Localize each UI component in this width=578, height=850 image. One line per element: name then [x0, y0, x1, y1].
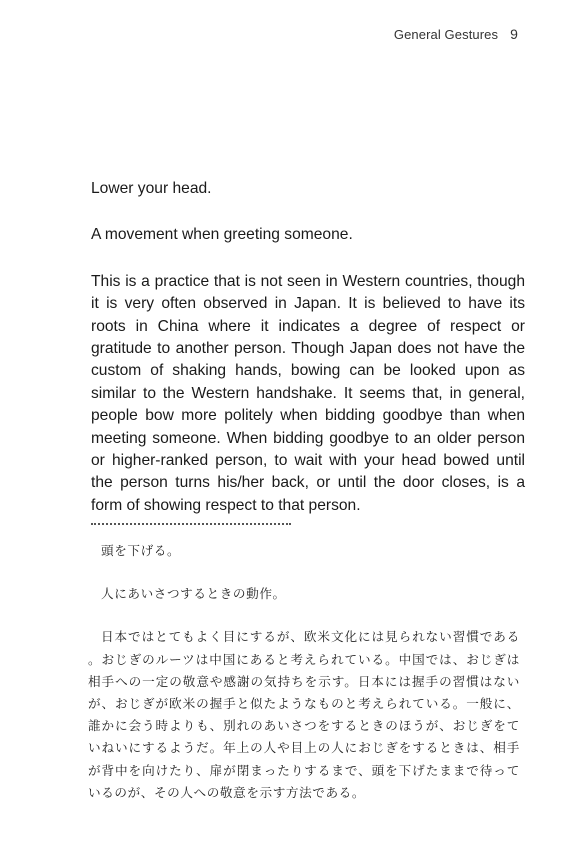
japanese-context-line: 人にあいさつするときの動作。 — [101, 586, 286, 602]
japanese-section — [88, 540, 520, 804]
running-head — [394, 26, 518, 42]
english-section — [91, 178, 525, 517]
japanese-gesture-title: 頭を下げる。 — [101, 543, 181, 558]
dotted-divider — [91, 523, 291, 525]
japanese-body-paragraph: 日本ではとてもよく目にするが、欧米文化には見られない習慣である。おじぎのルーツは中国にあると考えられている。中国では、おじぎは相手への一定の敬意や感謝の気持ちを示す。日本には握手の習慣はないが、おじぎが欧米の握手と似たようなものと考えられている。一般に、誰かに会う時よりも、別れのあいさつをするときのほうが、おじぎをていねいにするようだ。年上の人や目上の人におじぎをするときは、相手が背中を向けたり、扉が閉まったりするまで、頭を下げたままで待っているのが、その人への敬意を示す方法である。 — [88, 629, 520, 800]
english-context-line: A movement when greeting someone. — [91, 226, 353, 244]
english-gesture-title: Lower your head. — [91, 180, 212, 197]
section-title: General Gestures — [393, 27, 499, 42]
english-body-paragraph: This is a practice that is not seen in Western countries, though it is very often observed in Japan. It is believed to have its roots in China where it indicates a degree of respect or gratitude to another person. Though Japan does not have the custom of shaking hands, bowing can be looked upon as similar to the Western handshake. It seems that, in general, people bow more politely when bidding goodbye than when meeting someone. When bidding goodbye to an older person or higher-ranked person, to wait with your head bowed until the person turns his/her back, or until the door closes, is a form of showing respect to that person. — [91, 272, 525, 514]
page-number: 9 — [510, 26, 518, 42]
